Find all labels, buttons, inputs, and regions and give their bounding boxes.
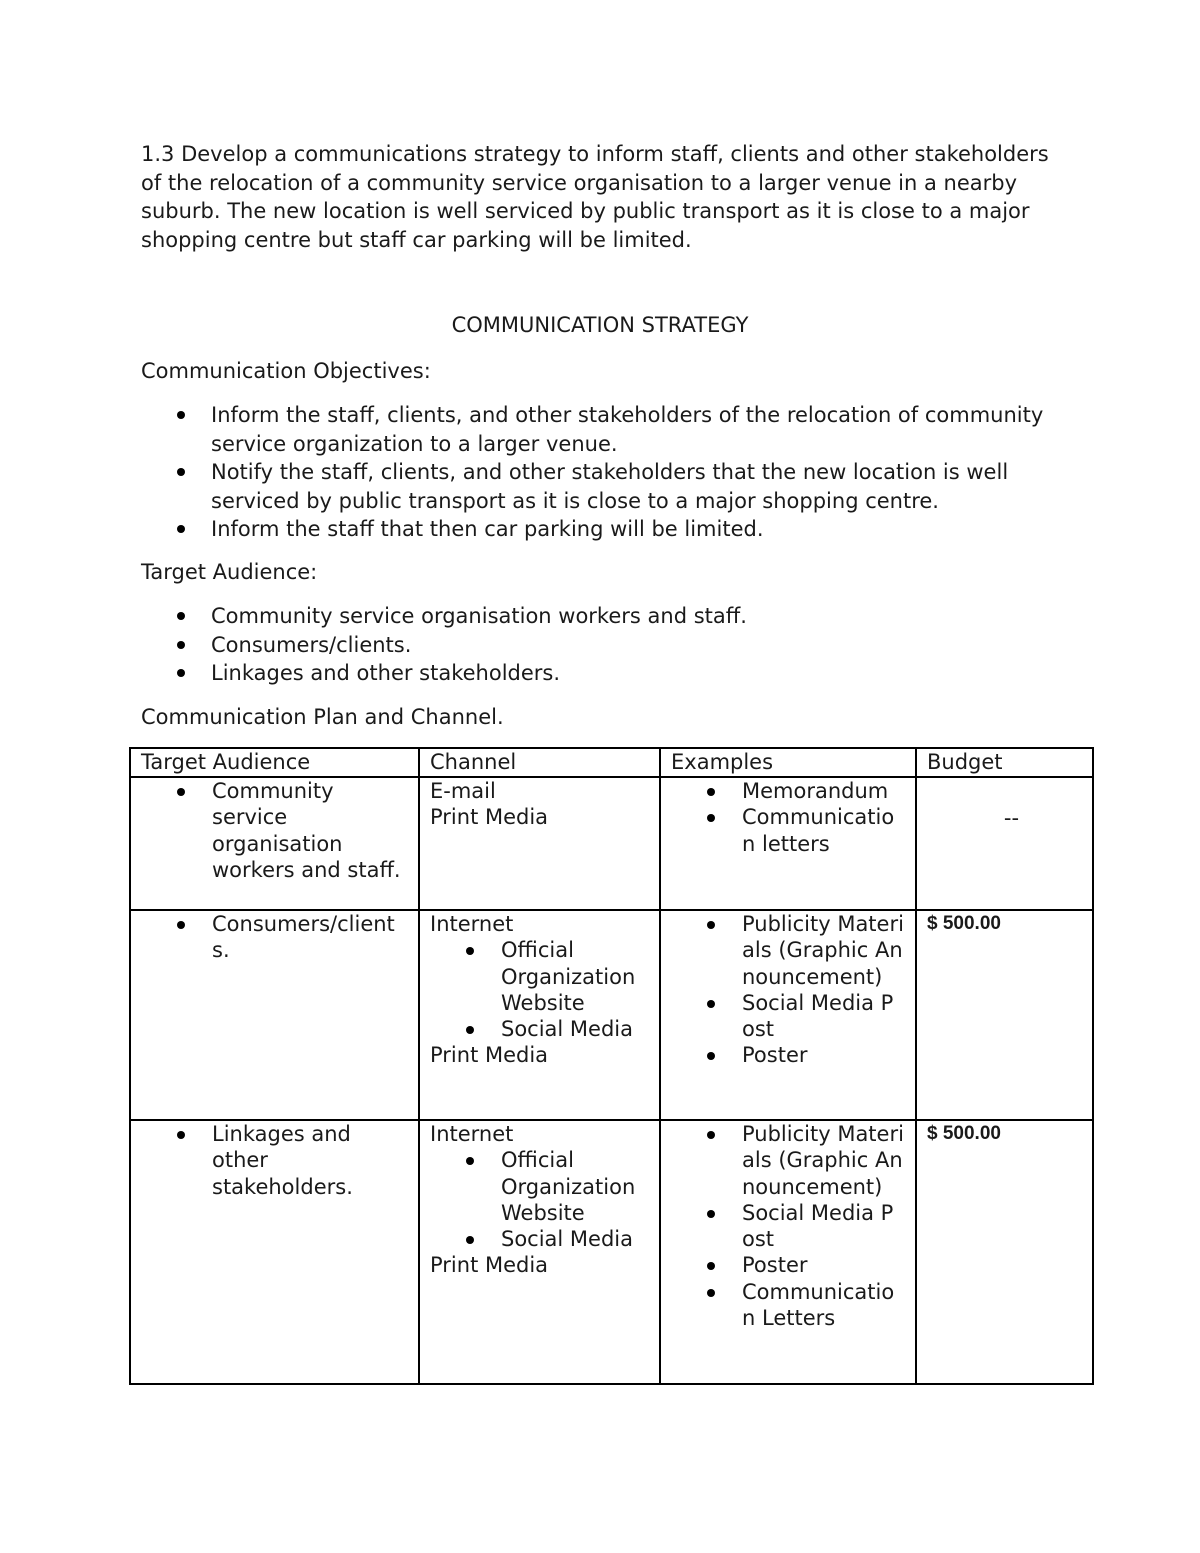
budget-value: $ 500.00 [927,913,1001,934]
list-item: Community service organisation workers and staff. [141,602,1061,631]
examples-cell [660,910,916,1120]
example-item: Poster [671,1252,905,1278]
page-title: COMMUNICATION STRATEGY [451,313,749,337]
audience-item: Community service organisation workers and staff. [141,778,408,883]
budget-cell [916,910,1093,1120]
table-row [130,777,1093,910]
table-header-row [130,748,1093,777]
table-row [130,1120,1093,1384]
example-item: Social Media Post [671,1200,905,1253]
example-item: Social Media Post [671,990,905,1043]
budget-value: $ 500.00 [927,1123,1001,1144]
example-item: Publicity Materials (Graphic Announcement) [671,1121,905,1200]
channel-line: Print Media [430,805,549,830]
example-item: Poster [671,1042,905,1068]
budget-cell [916,777,1093,910]
channel-sub-item: Social Media [430,1016,649,1042]
example-item: Memorandum [671,778,905,804]
channel-line: Internet [430,1122,514,1146]
list-item: Linkages and other stakeholders. [141,659,1061,688]
examples-cell [660,1120,916,1384]
list-item: Inform the staff that then car parking will be limited. [141,515,1061,544]
audience-item: Linkages and other stakeholders. [141,1121,408,1200]
column-header-audience: Target Audience [130,748,419,777]
budget-cell [916,1120,1093,1384]
example-item: Publicity Materials (Graphic Announcement) [671,911,905,990]
audience-heading: Target Audience: [141,560,318,584]
objectives-list [141,401,1061,544]
channel-line: Print Media [430,1253,549,1278]
channel-line: Print Media [430,1043,549,1068]
channel-line: Internet [430,912,514,936]
example-item: Communication letters [671,804,905,857]
audience-cell [130,910,419,1120]
channel-sub-item: Official Organization Website [430,937,649,1016]
audience-list [141,602,1061,688]
budget-value: -- [1003,806,1020,830]
column-header-examples: Examples [660,748,916,777]
channel-cell [419,777,660,910]
channel-sub-item: Official Organization Website [430,1147,649,1226]
list-item: Inform the staff, clients, and other stakeholders of the relocation of community service organization to a larger venue. [141,401,1061,458]
channel-line: E-mail [430,779,496,803]
audience-item: Consumers/clients. [141,911,408,964]
plan-heading: Communication Plan and Channel. [141,705,504,729]
examples-cell [660,777,916,910]
audience-cell [130,1120,419,1384]
channel-cell [419,1120,660,1384]
channel-cell [419,910,660,1120]
column-header-budget: Budget [916,748,1093,777]
column-header-channel: Channel [419,748,660,777]
communication-plan-table [129,747,1094,1385]
audience-cell [130,777,419,910]
channel-sub-item: Social Media [430,1226,649,1252]
table-row [130,910,1093,1120]
list-item: Notify the staff, clients, and other stakeholders that the new location is well serviced by public transport as it is close to a major shopping centre. [141,458,1061,515]
objectives-heading: Communication Objectives: [141,359,431,383]
task-prompt: 1.3 Develop a communications strategy to inform staff, clients and other stakeholders of the relocation of a community service organisation to a larger venue in a nearby suburb. The new location is well serviced by public transport as it is close to a major shopping centre but staff car parking will be limited. [141,142,1049,252]
example-item: Communication Letters [671,1279,905,1332]
list-item: Consumers/clients. [141,631,1061,660]
